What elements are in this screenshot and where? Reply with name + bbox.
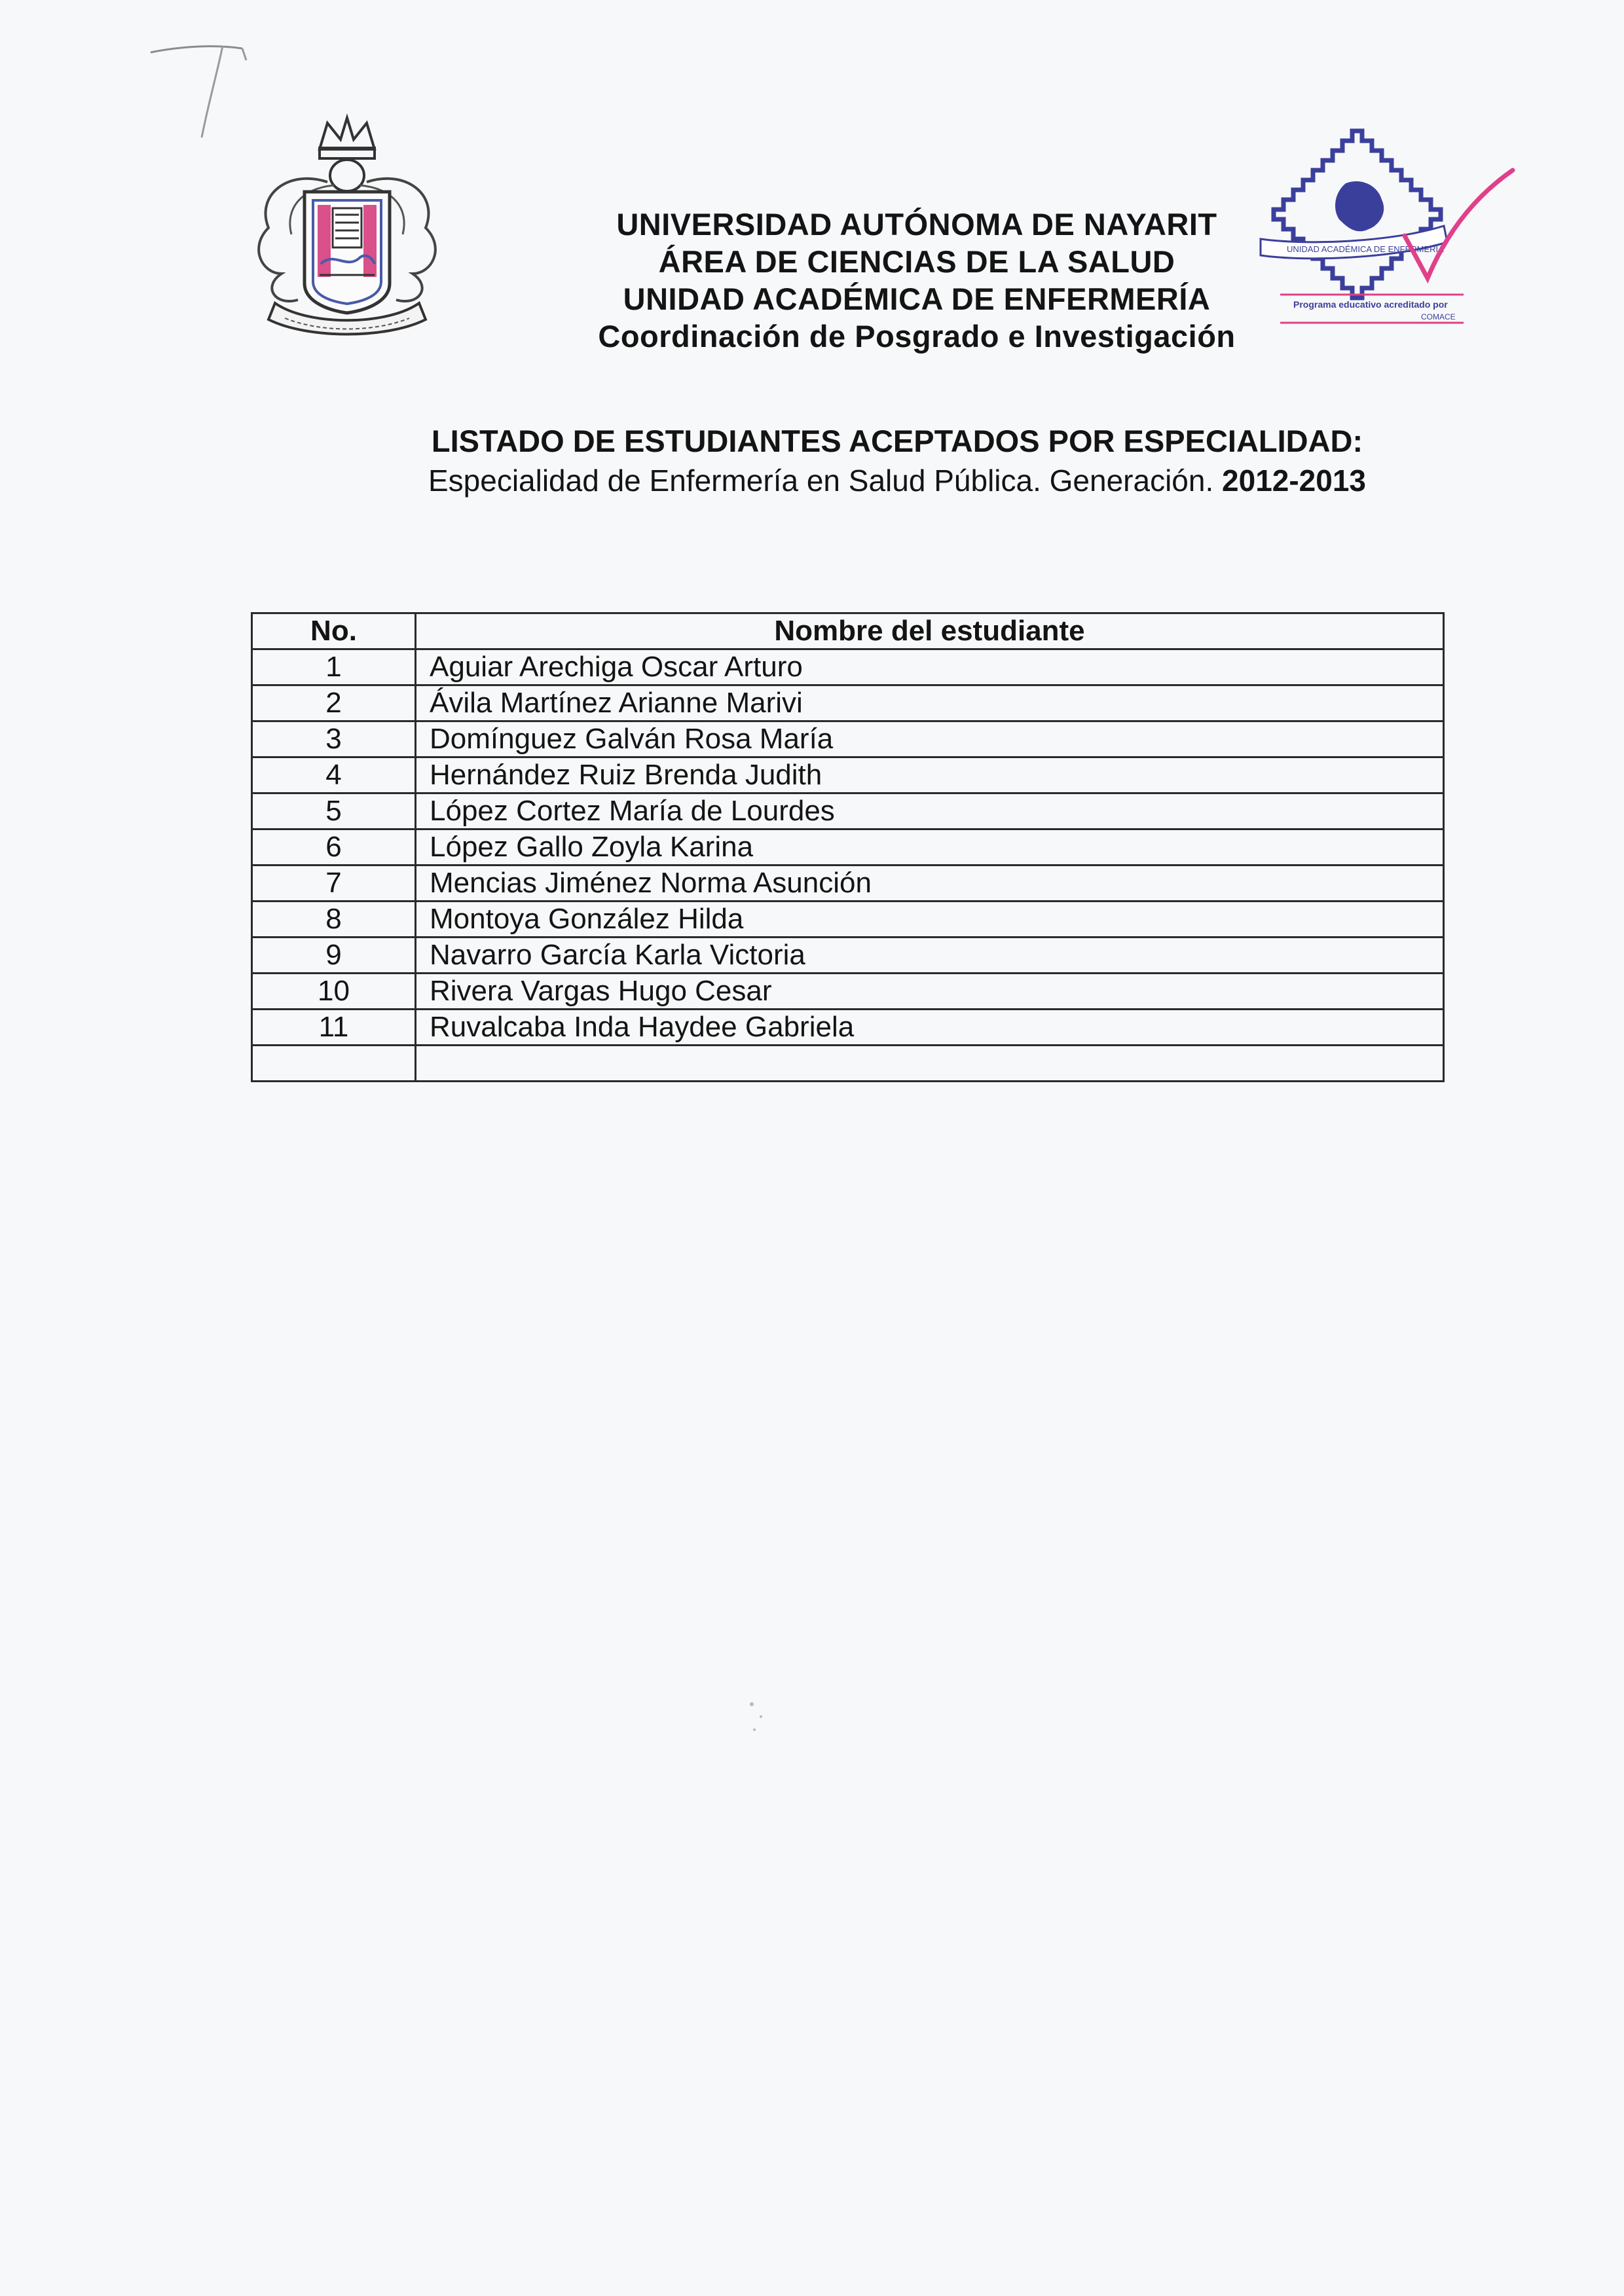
generation-period: 2012-2013 [1222,464,1367,498]
table-row [252,1010,1444,1046]
row-number [252,1046,416,1082]
row-number: 9 [252,938,416,974]
scan-speck [750,1702,754,1706]
table-header-row [252,613,1444,649]
document-heading [341,422,1454,500]
row-number: 8 [252,902,416,938]
row-number: 6 [252,829,416,866]
coordination-name: Coordinación de Posgrado e Investigación [598,319,1236,354]
university-name: UNIVERSIDAD AUTÓNOMA DE NAYARIT [616,207,1217,242]
accreditation-caption: Programa educativo acreditado por [1293,299,1448,310]
table-row [252,866,1444,902]
row-number: 5 [252,793,416,829]
table-row [252,757,1444,793]
student-name: López Cortez María de Lourdes [416,793,1444,829]
student-name: Hernández Ruiz Brenda Judith [416,757,1444,793]
academic-unit-name: UNIDAD ACADÉMICA DE ENFERMERÍA [623,282,1211,316]
scan-speck [760,1715,762,1718]
table-row [252,685,1444,721]
student-name: Mencias Jiménez Norma Asunción [416,866,1444,902]
table-row [252,721,1444,757]
table-row [252,974,1444,1010]
student-name: Aguiar Arechiga Oscar Arturo [416,649,1444,685]
table-row [252,938,1444,974]
institution-header [458,206,1375,355]
table-row [252,649,1444,685]
student-name: Domínguez Galván Rosa María [416,721,1444,757]
accreditation-logo [1247,121,1522,344]
student-name: Ruvalcaba Inda Haydee Gabriela [416,1010,1444,1046]
document-title: LISTADO DE ESTUDIANTES ACEPTADOS POR ESPECIALIDAD: [431,424,1363,458]
student-name: Navarro García Karla Victoria [416,938,1444,974]
row-number: 11 [252,1010,416,1046]
student-name [416,1046,1444,1082]
students-table [251,612,1445,1082]
table-row [252,793,1444,829]
table-row-empty [252,1046,1444,1082]
column-header-number: No. [252,613,416,649]
student-name: Montoya González Hilda [416,902,1444,938]
row-number: 3 [252,721,416,757]
student-name: Ávila Martínez Arianne Marivi [416,685,1444,721]
column-header-name: Nombre del estudiante [416,613,1444,649]
accreditation-ribbon-text: UNIDAD ACADÉMICA DE ENFERMERÍA [1287,244,1444,254]
row-number: 7 [252,866,416,902]
row-number: 4 [252,757,416,793]
program-name: Especialidad de Enfermería en Salud Pública. Generación. [428,464,1214,498]
accreditation-org: COMACE [1421,312,1456,321]
area-name: ÁREA DE CIENCIAS DE LA SALUD [658,244,1175,279]
scan-speck [753,1728,756,1731]
document-subtitle [341,461,1454,500]
row-number: 10 [252,974,416,1010]
student-name: Rivera Vargas Hugo Cesar [416,974,1444,1010]
row-number: 1 [252,649,416,685]
student-name: López Gallo Zoyla Karina [416,829,1444,866]
row-number: 2 [252,685,416,721]
university-crest-icon [236,110,458,346]
table-row [252,902,1444,938]
table-row [252,829,1444,866]
